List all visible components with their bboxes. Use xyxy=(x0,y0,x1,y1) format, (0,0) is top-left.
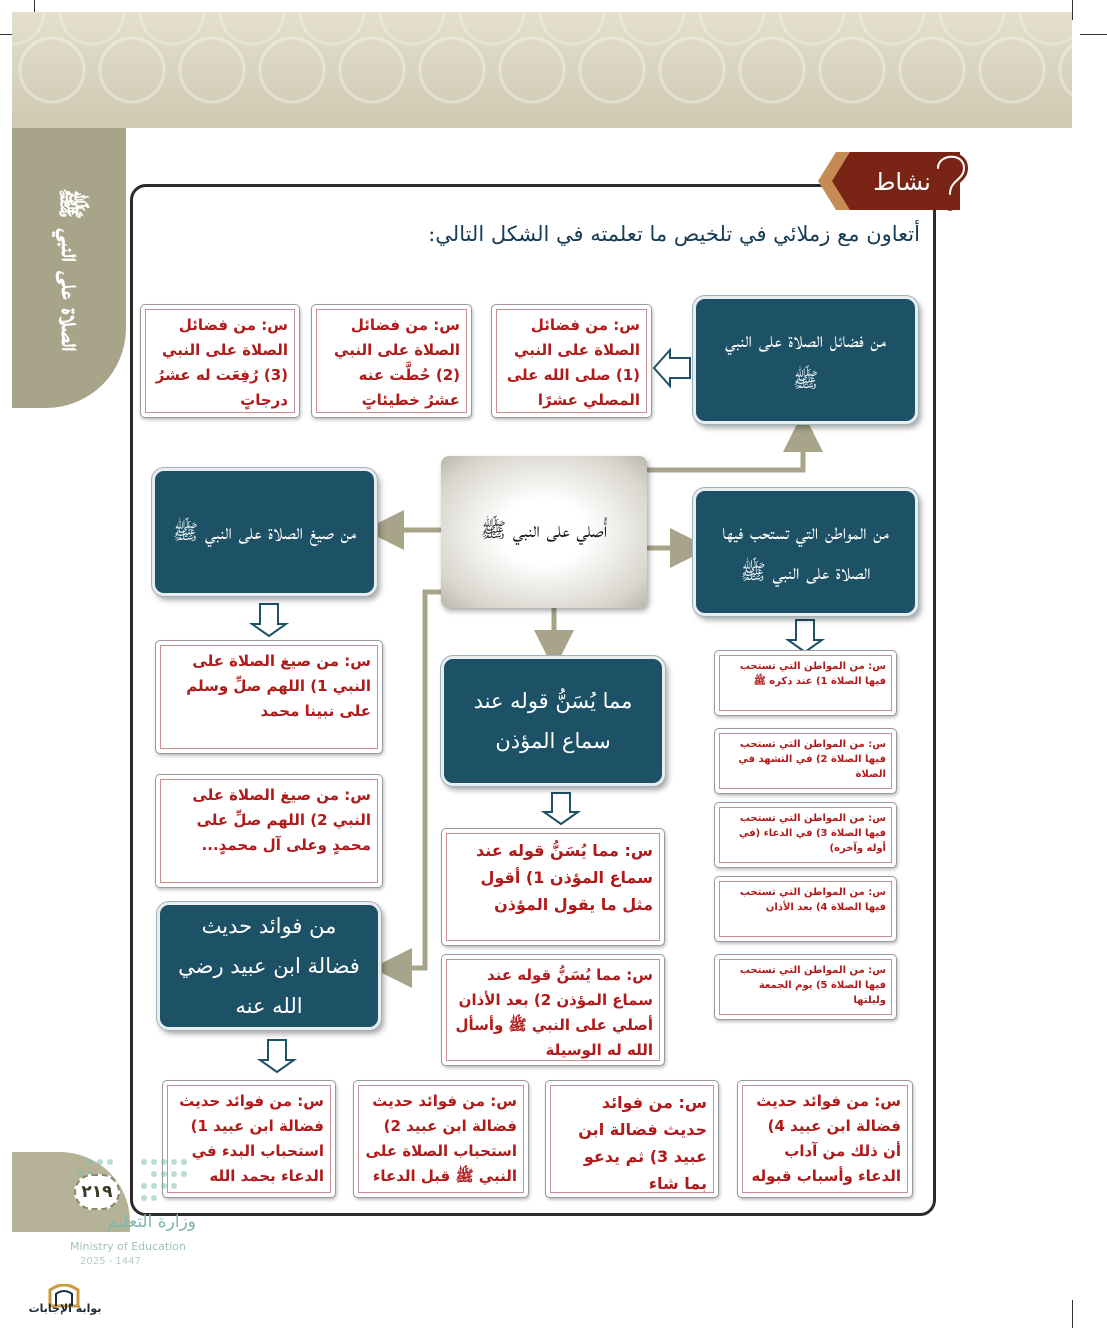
occasion-answer: س: من المواطن التي تستحب فيها الصلاة 5) يوم الجمعة وليلتها xyxy=(714,954,897,1020)
form-answer: س: من صيغ الصلاة على النبي 1) اللهم صلِّ وسلم على نبينا محمد xyxy=(155,640,383,754)
muezzin-answer: س: مما يُسَنُّ قوله عند سماع المؤذن 1) أقول مثل ما يقول المؤذن xyxy=(441,828,665,946)
edition-year: 2025 - 1447 xyxy=(80,1256,141,1267)
crop-mark xyxy=(1072,1300,1073,1328)
hadith-answer: س: من فوائد حديث فضالة ابن عبيد 4) أن ذلك من آداب الدعاء وأسباب قبوله xyxy=(737,1080,913,1198)
occasions-category: من المواطن التي تستحب فيها الصلاة على النبي ﷺ xyxy=(693,488,918,616)
muezzin-category: مما يُسَنُّ قوله عند سماع المؤذن xyxy=(441,656,665,786)
virtue-answer: س: من فضائل الصلاة على النبي (1) صلى الله على المصلي عشرًا xyxy=(491,304,652,418)
center-topic: أُصلي على النبي ﷺ xyxy=(441,456,647,608)
muezzin-answer: س: مما يُسَنُّ قوله عند سماع المؤذن 2) بعد الأذان أصلي على النبي ﷺ وأسأل الله له الوسيلة xyxy=(441,954,665,1066)
occasion-answer: س: من المواطن التي تستحب فيها الصلاة 1) عند ذكره ﷺ xyxy=(714,650,897,716)
page-number: ٢١٩ xyxy=(74,1174,120,1210)
ministry-name-en: Ministry of Education xyxy=(69,1240,186,1253)
activity-instruction: أتعاون مع زملائي في تلخيص ما تعلمته في الشكل التالي: xyxy=(428,222,920,246)
hadith-category: من فوائد حديث فضالة ابن عبيد رضي الله عنه xyxy=(157,902,381,1030)
forms-category: من صيغ الصلاة على النبي ﷺ xyxy=(152,468,377,596)
activity-label: نشاط xyxy=(873,168,931,196)
form-answer: س: من صيغ الصلاة على النبي 2) اللهم صلِّ على محمدٍ وعلى آل محمدٍ... xyxy=(155,774,383,888)
occasion-answer: س: من المواطن التي تستحب فيها الصلاة 2) في التشهد في الصلاة xyxy=(714,728,897,794)
occasion-answer: س: من المواطن التي تستحب فيها الصلاة 4) بعد الأذان xyxy=(714,876,897,942)
virtues-category: من فضائل الصلاة على النبي ﷺ xyxy=(693,296,918,424)
crop-mark xyxy=(1072,0,1073,20)
hadith-answer: س: من فوائد حديث فضالة ابن عبيد 1) استحباب البدء في الدعاء بحمد الله xyxy=(162,1080,336,1198)
answers-gate-label: بوابة الإجابات xyxy=(28,1302,102,1315)
ministry-name-ar: وزارة التعليم xyxy=(107,1212,196,1232)
crop-mark xyxy=(1080,34,1107,35)
occasion-answer: س: من المواطن التي تستحب فيها الصلاة 3) في الدعاء (في أوله وآخره) xyxy=(714,802,897,868)
chapter-title: الصلاة على النبي ﷺ xyxy=(55,188,85,352)
virtue-answer: س: من فضائل الصلاة على النبي (3) رُفِعَت له عشرُ درجاتٍ xyxy=(140,304,300,418)
hadith-answer: س: من فوائد حديث فضالة ابن عبيد 3) ثم يدعو بما شاء xyxy=(545,1080,719,1198)
question-mark-icon xyxy=(930,150,970,216)
header-banner xyxy=(12,12,1072,128)
virtue-answer: س: من فضائل الصلاة على النبي (2) حُطَّت عنه عشرُ خطيئاتٍ xyxy=(311,304,472,418)
hadith-answer: س: من فوائد حديث فضالة ابن عبيد 2) استحباب الصلاة على النبي ﷺ قبل الدعاء xyxy=(353,1080,529,1198)
